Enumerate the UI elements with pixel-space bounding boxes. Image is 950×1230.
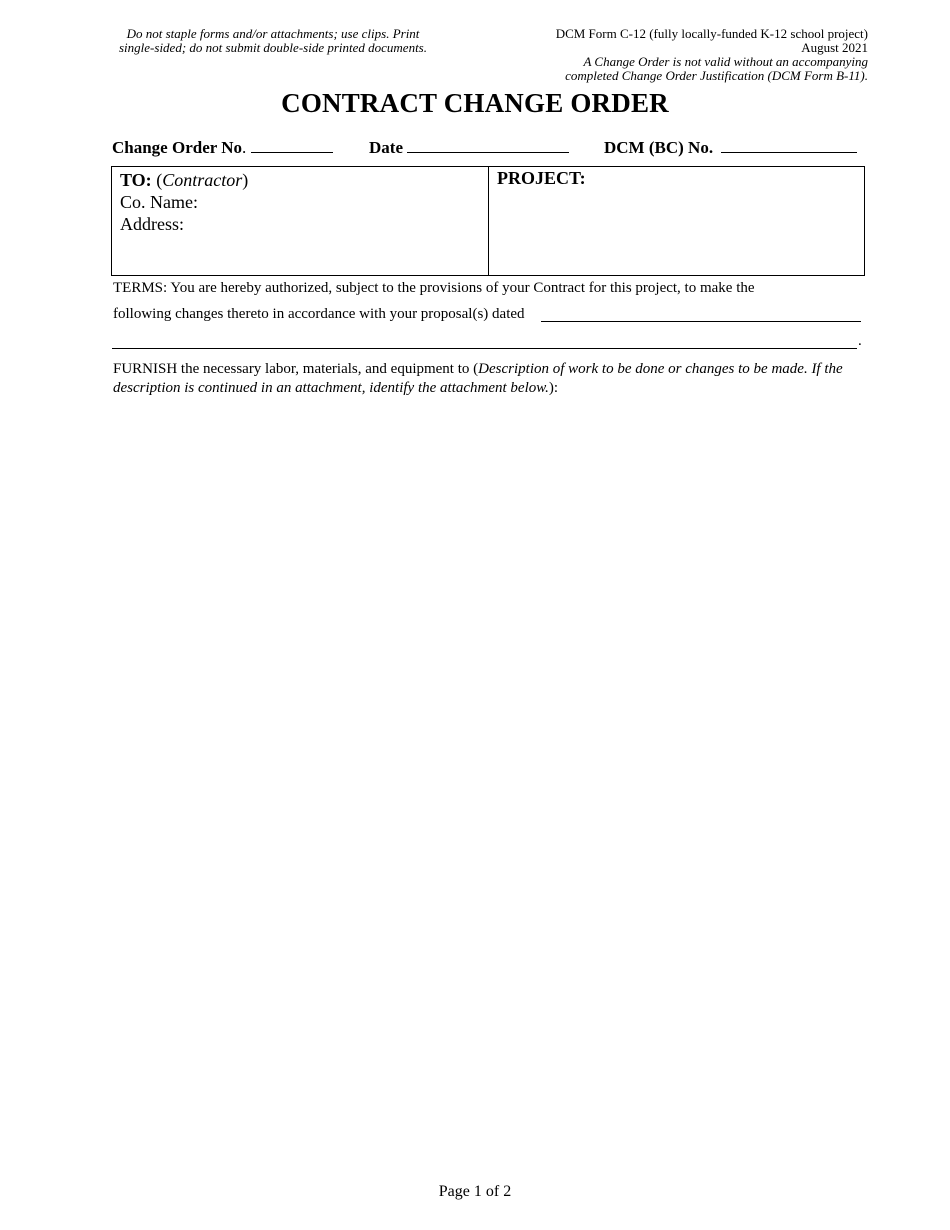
date-input[interactable] [407,137,569,153]
change-order-number-input[interactable] [251,137,333,153]
proposal-continuation-input[interactable] [112,348,857,349]
proposal-date-input[interactable] [541,321,861,322]
terms-line-1: TERMS: You are hereby authorized, subject to the provisions of your Contract for this project, to make the [113,280,755,296]
form-revision-date: August 2021 [801,40,868,55]
form-identifier-block [448,27,868,83]
contractor-paren-open: ( [156,170,163,190]
terms-end-period: . [858,333,862,349]
change-order-number-label: Change Order No [112,138,243,157]
address-label: Address: [120,214,184,234]
furnish-tail: ): [548,380,559,396]
form-id: DCM Form C-12 (fully locally-funded K-12 school project) [555,26,868,41]
date-field [369,137,569,158]
dcm-bc-number-label: DCM (BC) No. [604,138,714,157]
change-order-number-field [112,137,333,158]
project-label: PROJECT: [497,168,586,188]
staple-instruction-note [103,27,443,55]
date-label: Date [369,138,403,157]
staple-note-line-1: Do not staple forms and/or attachments; use clips. Print [126,26,420,41]
page-number: Page 1 of 2 [438,1183,512,1200]
project-cell[interactable] [497,168,586,189]
company-name-label: Co. Name: [120,192,198,212]
validity-note-line-2: completed Change Order Justification (DCM Form B-11). [565,68,868,83]
contractor-paren-close: ) [242,170,249,190]
dcm-bc-number-input[interactable] [721,137,857,153]
contractor-label: Contractor [162,170,243,190]
staple-note-line-2: single-sided; do not submit double-side printed documents. [119,40,427,55]
to-line [120,169,248,191]
work-description-area[interactable] [112,405,857,1165]
furnish-description-instruction: Description of work to be done or changes to be made. If the description is continued in an attachment, identify the attachment below. [113,361,843,396]
change-order-number-dot: . [242,138,247,157]
table-column-divider [488,166,489,276]
dcm-bc-number-field [604,137,857,158]
contractor-cell[interactable] [120,169,248,235]
terms-line-2: following changes thereto in accordance with your proposal(s) dated [113,306,525,322]
page-title: CONTRACT CHANGE ORDER [281,88,669,118]
to-label: TO: [120,170,152,190]
validity-note-line-1: A Change Order is not valid without an accompanying [583,54,868,69]
furnish-lead: FURNISH the necessary labor, materials, and equipment to ( [113,361,479,377]
furnish-instruction [113,360,858,398]
